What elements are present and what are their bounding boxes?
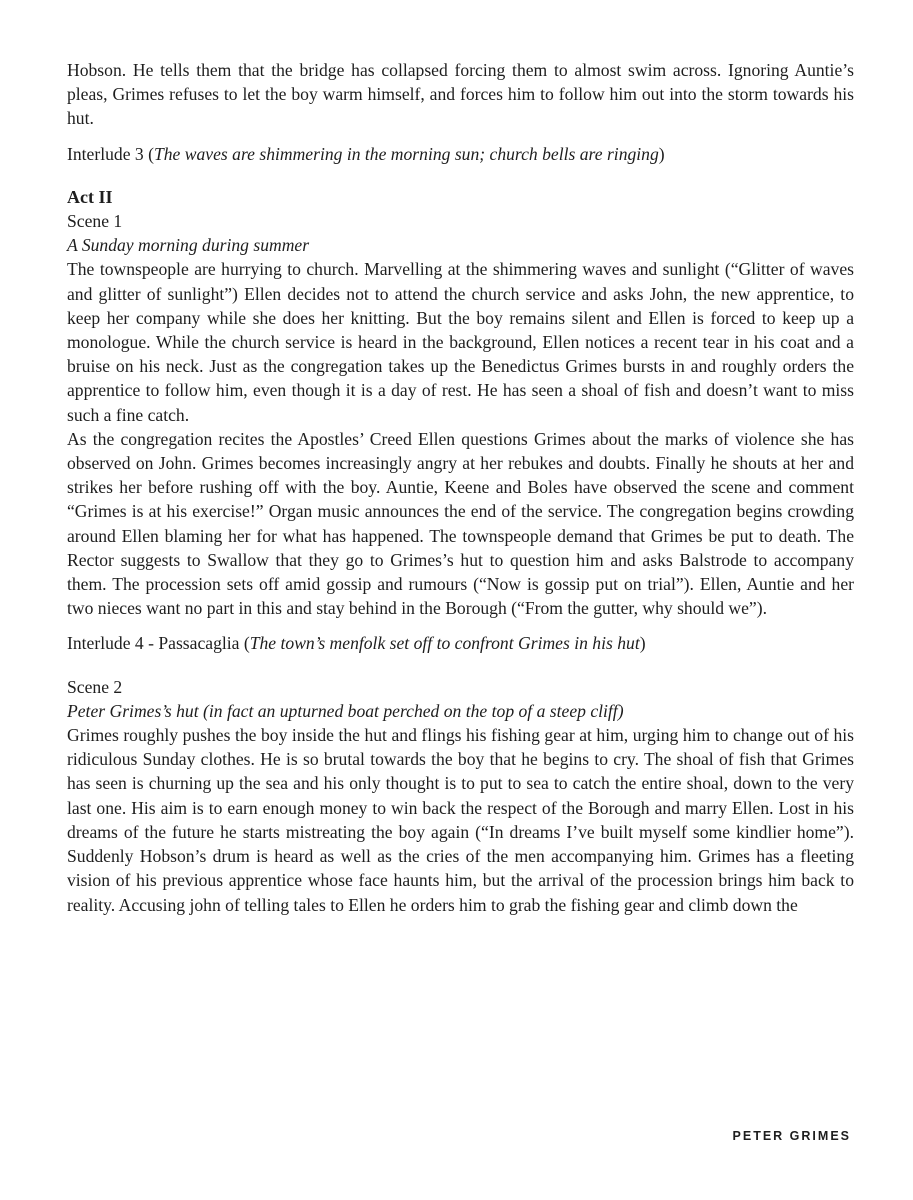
act-heading: Act II [67,186,113,207]
scene-1-paragraph-2: As the congregation recites the Apostles’ Creed Ellen questions Grimes about the marks of violence she has observed on John. Grimes becomes increasingly angry at her rebukes and doubts. Finally he shouts at her and strikes her before rushing off with the boy. Auntie, Keene and Boles have observed the scene and comment “Grimes is at his exercise!” Organ music announces the end of the service. The congregation begins crowding around Ellen blaming her for what has happened. The townspeople demand that Grimes be put to death. The Rector suggests to Swallow that they go to Grimes’s hut to question him and asks Balstrode to accompany them. The procession sets off amid gossip and rumours (“Now is gossip put on trial”). Ellen, Auntie and her two nieces want no part in this and stay behind in the Borough (“From the gutter, why should we”). [67,428,854,619]
interlude-3-title: Interlude 3 ( [67,143,154,164]
scene-1-label: Scene 1 [67,211,123,232]
interlude-4 [67,631,854,655]
interlude-3-close: ) [658,143,665,164]
document-page [67,58,854,917]
running-footer: PETER GRIMES [732,1129,851,1143]
intro-paragraph: Hobson. He tells them that the bridge has collapsed forcing them to almost swim across. Ignoring Auntie’s pleas, Grimes refuses to let the boy warm himself, and forces him to follow him out into the storm towards his hut. [67,60,854,129]
scene-2-paragraph-1: Grimes roughly pushes the boy inside the hut and flings his fishing gear at him, urging him to change out of his ridiculous Sunday clothes. He is so brutal towards the boy that he begins to cry. The shoal of fish that Grimes has seen is churning up the sea and his only thought is to put to sea to catch the entire shoal, down to the very last one. His aim is to earn enough money to win back the respect of the Borough and marry Ellen. Lost in his dreams of the future he starts mistreating the boy again (“In dreams I’ve built myself some kindlier home”). Suddenly Hobson’s drum is heard as well as the cries of the men accompanying him. Grimes has a fleeting vision of his previous apprentice whose face haunts him, but the arrival of the procession brings him back to reality. Accusing john of telling tales to Ellen he orders him to grab the fishing gear and climb down the [67,725,854,915]
interlude-3 [67,142,854,166]
interlude-4-description: The town’s menfolk set off to confront Grimes in his hut [249,633,640,654]
scene-2-setting: Peter Grimes’s hut (in fact an upturned boat perched on the top of a steep cliff) [67,700,624,721]
scene-2-label: Scene 2 [67,676,123,697]
scene-1-setting: A Sunday morning during summer [67,235,310,256]
scene-1-paragraph-1: The townspeople are hurrying to church. Marvelling at the shimmering waves and sunlight (“Glitter of waves and glitter of sunlight”) Ellen decides not to attend the church service and asks John, the new apprentice, to keep her company while she does her knitting. But the boy remains silent and Ellen is forced to keep up a monologue. While the church service is heard in the background, Ellen notices a recent tear in his coat and a bruise on his neck. Just as the congregation takes up the Benedictus Grimes bursts in and roughly orders the apprentice to follow him, even though it is a day of rest. He has seen a shoal of fish and doesn’t want to miss such a fine catch. [67,259,854,425]
interlude-4-close: ) [639,633,646,654]
interlude-3-description: The waves are shimmering in the morning sun; church bells are ringing [153,143,659,164]
interlude-4-title: Interlude 4 - Passacaglia ( [67,633,250,654]
